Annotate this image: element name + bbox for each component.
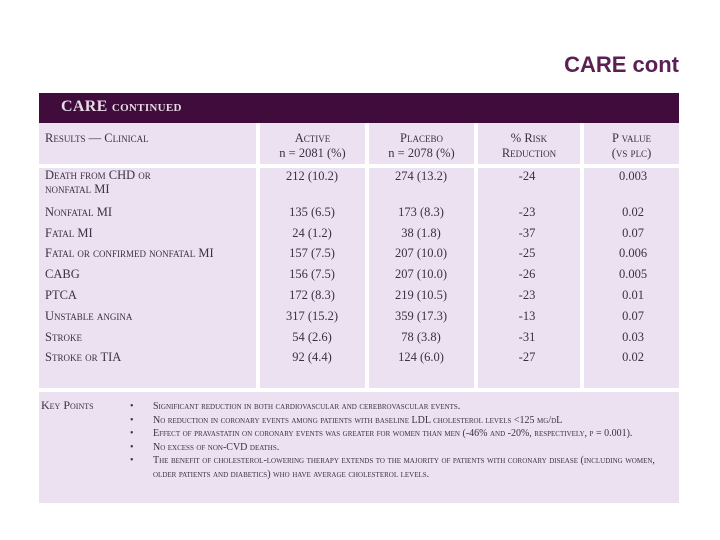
- header-results-clinical: Results — Clinical: [45, 131, 149, 145]
- header-active: [260, 131, 365, 161]
- cell-risk: -23: [518, 288, 536, 302]
- cell-placebo: 219 (10.5): [394, 288, 448, 302]
- section-divider: [39, 388, 679, 392]
- key-point-text: Significant reduction in both cardiovascular and cerebrovascular events.: [153, 401, 461, 412]
- cell-active: 156 (7.5): [289, 267, 335, 281]
- row-label: CABG: [45, 267, 80, 281]
- key-point-text: No excess of non-CVD deaths.: [153, 441, 280, 453]
- header-risk-subtitle: Reduction: [501, 146, 557, 160]
- cell-risk: -24: [518, 169, 536, 183]
- cell-p-value: 0.07: [622, 309, 644, 323]
- row-label: Nonfatal MI: [45, 205, 113, 219]
- row-label: Stroke or TIA: [45, 350, 122, 364]
- cell-placebo: 359 (17.3): [394, 309, 448, 323]
- cell-active: 92 (4.4): [292, 350, 332, 364]
- row-label: Unstable angina: [45, 309, 133, 323]
- key-point-item: [130, 414, 678, 428]
- cell-active: 317 (15.2): [285, 309, 339, 323]
- row-label-line: Death from CHD or: [45, 168, 151, 182]
- slide-title: CARE cont: [564, 52, 679, 77]
- cell-placebo: 207 (10.0): [394, 246, 448, 260]
- cell-p-value: 0.006: [618, 246, 648, 260]
- bullet-icon: •: [130, 401, 134, 412]
- header-placebo: [369, 131, 474, 161]
- cell-p-value: 0.003: [618, 169, 648, 183]
- bullet-icon: •: [130, 441, 134, 453]
- key-points-label: Key Points: [41, 398, 94, 412]
- table-banner: [39, 93, 679, 123]
- cell-risk: -25: [518, 246, 536, 260]
- cell-p-value: 0.02: [622, 350, 644, 364]
- cell-p-value: 0.02: [622, 205, 644, 219]
- cell-risk: -37: [518, 226, 536, 240]
- banner-title: CARE continued: [61, 98, 182, 115]
- column-divider: [365, 123, 369, 389]
- key-point-item: [130, 441, 678, 455]
- header-active-n: n = 2081 (%): [279, 146, 346, 160]
- header-placebo-title: Placebo: [400, 131, 443, 145]
- cell-placebo: 207 (10.0): [394, 267, 448, 281]
- header-risk-title: % Risk: [510, 131, 548, 145]
- header-placebo-n: n = 2078 (%): [388, 146, 455, 160]
- row-label: Fatal or confirmed nonfatal MI: [45, 246, 214, 260]
- header-p-title: P value: [612, 131, 651, 145]
- cell-active: 54 (2.6): [292, 330, 332, 344]
- key-points-list: [130, 400, 678, 482]
- row-label: PTCA: [45, 288, 77, 302]
- row-label-line: nonfatal MI: [45, 182, 110, 196]
- row-label: Fatal MI: [45, 226, 93, 240]
- cell-risk: -31: [518, 330, 536, 344]
- bullet-icon: •: [130, 414, 134, 426]
- cell-placebo: 274 (13.2): [394, 169, 448, 183]
- cell-placebo: 173 (8.3): [398, 205, 444, 219]
- bullet-icon: •: [130, 428, 134, 440]
- row-label: [45, 168, 151, 196]
- key-point-item: [130, 400, 678, 414]
- cell-placebo: 78 (3.8): [401, 330, 441, 344]
- cell-risk: -23: [518, 205, 536, 219]
- cell-p-value: 0.03: [622, 330, 644, 344]
- key-point-item: [130, 454, 678, 481]
- header-p-value: [584, 131, 679, 161]
- key-point-text: Effect of pravastatin on coronary events was greater for women than men (-46% and -20%, respectively, p = 0.001).: [153, 428, 633, 440]
- cell-p-value: 0.005: [618, 267, 648, 281]
- header-risk-reduction: [478, 131, 580, 161]
- bullet-icon: •: [130, 455, 134, 467]
- cell-active: 157 (7.5): [289, 246, 335, 260]
- cell-active: 212 (10.2): [285, 169, 339, 183]
- cell-p-value: 0.07: [622, 226, 644, 240]
- row-label: Stroke: [45, 330, 82, 344]
- cell-active: 24 (1.2): [292, 226, 332, 240]
- cell-placebo: 124 (6.0): [398, 350, 444, 364]
- cell-active: 172 (8.3): [289, 288, 335, 302]
- key-point-text: No reduction in coronary events among patients with baseline LDL cholesterol levels <125 mg/dL: [153, 414, 563, 426]
- key-point-text: The benefit of cholesterol-lowering therapy extends to the majority of patients with coronary disease (including women, older patients and diabetics) who have average cholesterol levels.: [153, 455, 655, 480]
- cell-risk: -13: [518, 309, 536, 323]
- header-p-subtitle: (vs plc): [611, 146, 652, 160]
- cell-placebo: 38 (1.8): [401, 226, 441, 240]
- key-point-item: [130, 427, 678, 441]
- cell-active: 135 (6.5): [289, 205, 335, 219]
- cell-risk: -27: [518, 350, 536, 364]
- header-active-title: Active: [294, 131, 331, 145]
- column-divider: [256, 123, 260, 389]
- cell-p-value: 0.01: [622, 288, 644, 302]
- cell-risk: -26: [518, 267, 536, 281]
